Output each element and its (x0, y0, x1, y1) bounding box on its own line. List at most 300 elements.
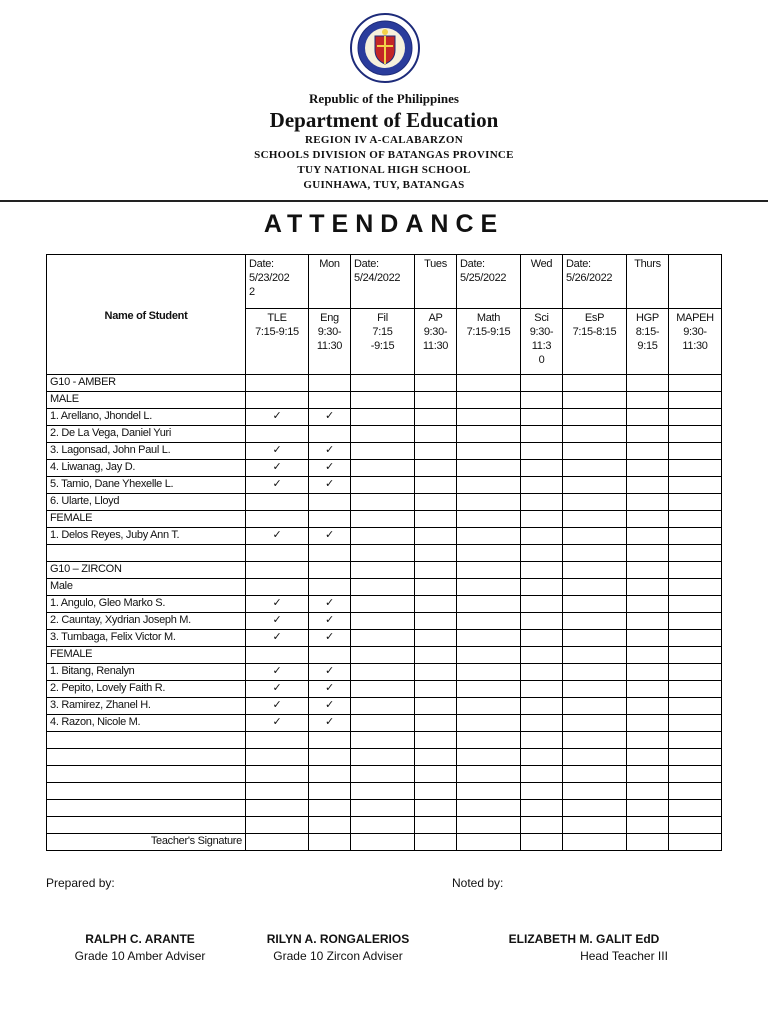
attendance-cell (669, 528, 722, 545)
attendance-cell (627, 392, 669, 409)
attendance-table (46, 254, 722, 851)
attendance-cell (457, 562, 521, 579)
attendance-cell (457, 715, 521, 732)
attendance-cell (351, 409, 415, 426)
signatory-1 (60, 932, 220, 963)
attendance-cell (246, 409, 309, 426)
attendance-cell (521, 562, 563, 579)
attendance-cell (351, 783, 415, 800)
attendance-cell (563, 545, 627, 562)
attendance-cell (627, 783, 669, 800)
attendance-cell (521, 664, 563, 681)
attendance-cell (563, 783, 627, 800)
attendance-cell (415, 579, 457, 596)
attendance-cell (415, 375, 457, 392)
attendance-cell (415, 528, 457, 545)
check-mark-icon: ✓ (325, 444, 334, 456)
day-header-cell: Wed (521, 255, 563, 309)
attendance-cell (563, 647, 627, 664)
attendance-cell (627, 409, 669, 426)
table-row (47, 630, 722, 647)
attendance-cell (669, 732, 722, 749)
header-divider (0, 200, 768, 202)
attendance-cell (563, 732, 627, 749)
student-name-cell: 1. Bitang, Renalyn (47, 664, 246, 681)
student-name-cell (47, 800, 246, 817)
attendance-cell (415, 766, 457, 783)
attendance-cell (351, 613, 415, 630)
attendance-cell (627, 681, 669, 698)
attendance-cell (351, 494, 415, 511)
attendance-cell (563, 681, 627, 698)
student-name-cell: 4. Liwanag, Jay D. (47, 460, 246, 477)
attendance-cell (457, 766, 521, 783)
attendance-cell (415, 698, 457, 715)
attendance-cell (521, 528, 563, 545)
attendance-cell (415, 664, 457, 681)
student-name-cell: 1. Delos Reyes, Juby Ann T. (47, 528, 246, 545)
teacher-signature-label: Teacher's Signature (47, 834, 246, 851)
table-row (47, 749, 722, 766)
signature-cell (309, 834, 351, 851)
attendance-cell (457, 528, 521, 545)
student-name-cell: 2. De La Vega, Daniel Yuri (47, 426, 246, 443)
attendance-cell (669, 562, 722, 579)
republic-text: Republic of the Philippines (309, 91, 459, 106)
attendance-cell (246, 545, 309, 562)
subject-header-cell: MAPEH 9:30- 11:30 (669, 309, 722, 375)
attendance-cell (669, 783, 722, 800)
student-name-cell: 5. Tamio, Dane Yhexelle L. (47, 477, 246, 494)
deped-seal-logo (349, 10, 421, 90)
table-row (47, 732, 722, 749)
noted-by-label: Noted by: (452, 876, 504, 890)
table-row (47, 375, 722, 392)
subject-header-cell: HGP 8:15- 9:15 (627, 309, 669, 375)
attendance-cell (627, 477, 669, 494)
student-name-cell (47, 545, 246, 562)
signature-row (47, 834, 722, 851)
attendance-cell (563, 528, 627, 545)
table-row (47, 477, 722, 494)
attendance-cell (246, 443, 309, 460)
attendance-cell (521, 392, 563, 409)
attendance-cell (563, 579, 627, 596)
attendance-cell (415, 715, 457, 732)
subject-header-cell: Math 7:15-9:15 (457, 309, 521, 375)
check-mark-icon: ✓ (325, 716, 334, 728)
attendance-cell (309, 409, 351, 426)
attendance-cell (246, 494, 309, 511)
attendance-cell (351, 545, 415, 562)
day-header-cell: Date: 5/24/2022 (351, 255, 415, 309)
student-name-cell: 3. Lagonsad, John Paul L. (47, 443, 246, 460)
table-row (47, 545, 722, 562)
attendance-cell (351, 562, 415, 579)
attendance-cell (309, 562, 351, 579)
attendance-cell (627, 698, 669, 715)
subject-header-cell: AP 9:30- 11:30 (415, 309, 457, 375)
subject-header-cell: TLE 7:15-9:15 (246, 309, 309, 375)
attendance-cell (669, 664, 722, 681)
student-name-cell (47, 817, 246, 834)
attendance-cell (521, 698, 563, 715)
attendance-cell (246, 426, 309, 443)
attendance-cell (457, 681, 521, 698)
attendance-cell (457, 817, 521, 834)
student-name-cell: FEMALE (47, 647, 246, 664)
signatory-name: ELIZABETH M. GALIT EdD (508, 932, 660, 946)
attendance-cell (309, 698, 351, 715)
attendance-cell (457, 800, 521, 817)
attendance-cell (351, 460, 415, 477)
attendance-cell (415, 409, 457, 426)
attendance-cell (351, 749, 415, 766)
signatory-name: RILYN A. RONGALERIOS (266, 932, 410, 946)
day-header-cell (669, 255, 722, 309)
attendance-cell (309, 528, 351, 545)
attendance-cell (521, 375, 563, 392)
attendance-cell (309, 477, 351, 494)
attendance-cell (563, 426, 627, 443)
attendance-cell (521, 715, 563, 732)
attendance-cell (457, 664, 521, 681)
check-mark-icon: ✓ (325, 682, 334, 694)
attendance-cell (246, 579, 309, 596)
attendance-cell (415, 647, 457, 664)
attendance-cell (246, 698, 309, 715)
attendance-cell (457, 698, 521, 715)
attendance-cell (415, 783, 457, 800)
attendance-cell (457, 732, 521, 749)
attendance-cell (457, 409, 521, 426)
attendance-cell (563, 817, 627, 834)
day-header-cell: Tues (415, 255, 457, 309)
signature-cell (246, 834, 309, 851)
attendance-cell (563, 477, 627, 494)
attendance-cell (627, 715, 669, 732)
attendance-cell (669, 426, 722, 443)
attendance-cell (627, 562, 669, 579)
attendance-cell (521, 783, 563, 800)
day-header-cell: Date: 5/23/202 2 (246, 255, 309, 309)
signature-cell (351, 834, 415, 851)
attendance-cell (415, 562, 457, 579)
student-name-cell: G10 - AMBER (47, 375, 246, 392)
attendance-cell (246, 511, 309, 528)
attendance-cell (246, 664, 309, 681)
table-row (47, 528, 722, 545)
table-row (47, 579, 722, 596)
table-row (47, 681, 722, 698)
student-name-cell (47, 783, 246, 800)
attendance-cell (415, 749, 457, 766)
check-mark-icon: ✓ (325, 665, 334, 677)
check-mark-icon: ✓ (272, 614, 282, 626)
attendance-cell (627, 511, 669, 528)
attendance-cell (669, 545, 722, 562)
attendance-cell (309, 647, 351, 664)
attendance-cell (521, 460, 563, 477)
check-mark-icon: ✓ (325, 461, 334, 473)
attendance-cell (627, 545, 669, 562)
signature-cell (521, 834, 563, 851)
attendance-cell (309, 426, 351, 443)
table-row (47, 443, 722, 460)
attendance-cell (246, 630, 309, 647)
attendance-cell (309, 511, 351, 528)
check-mark-icon: ✓ (325, 614, 334, 626)
attendance-cell (669, 749, 722, 766)
student-name-cell: Male (47, 579, 246, 596)
attendance-cell (351, 800, 415, 817)
attendance-cell (521, 817, 563, 834)
attendance-cell (415, 477, 457, 494)
attendance-cell (351, 647, 415, 664)
attendance-cell (351, 511, 415, 528)
attendance-cell (309, 579, 351, 596)
attendance-cell (627, 732, 669, 749)
attendance-cell (246, 613, 309, 630)
attendance-cell (521, 494, 563, 511)
table-row (47, 800, 722, 817)
check-mark-icon: ✓ (325, 478, 334, 490)
attendance-cell (669, 647, 722, 664)
attendance-cell (351, 596, 415, 613)
student-name-cell: FEMALE (47, 511, 246, 528)
department-title: Department of Education (269, 108, 499, 132)
check-mark-icon: ✓ (272, 529, 282, 541)
attendance-cell (457, 579, 521, 596)
attendance-cell (457, 630, 521, 647)
attendance-cell (457, 613, 521, 630)
name-header: Name of Student (47, 255, 246, 375)
table-row (47, 596, 722, 613)
attendance-cell (457, 511, 521, 528)
attendance-cell (309, 613, 351, 630)
day-header-cell: Thurs (627, 255, 669, 309)
table-row (47, 511, 722, 528)
attendance-cell (563, 800, 627, 817)
check-mark-icon: ✓ (272, 597, 282, 609)
attendance-cell (563, 749, 627, 766)
signatory-role: Grade 10 Zircon Adviser (273, 949, 403, 963)
signature-cell (563, 834, 627, 851)
attendance-cell (627, 579, 669, 596)
signature-cell (669, 834, 722, 851)
attendance-cell (563, 613, 627, 630)
attendance-cell (627, 426, 669, 443)
attendance-cell (563, 511, 627, 528)
attendance-cell (563, 562, 627, 579)
table-header-row-days (47, 255, 722, 309)
attendance-cell (627, 443, 669, 460)
check-mark-icon: ✓ (272, 461, 282, 473)
attendance-cell (457, 596, 521, 613)
attendance-cell (563, 460, 627, 477)
check-mark-icon: ✓ (325, 631, 334, 643)
attendance-cell (415, 732, 457, 749)
attendance-cell (669, 460, 722, 477)
check-mark-icon: ✓ (325, 410, 334, 422)
attendance-cell (627, 596, 669, 613)
check-mark-icon: ✓ (272, 478, 282, 490)
attendance-cell (563, 698, 627, 715)
attendance-cell (351, 766, 415, 783)
table-row (47, 783, 722, 800)
check-mark-icon: ✓ (272, 631, 282, 643)
attendance-cell (521, 579, 563, 596)
attendance-cell (415, 426, 457, 443)
attendance-cell (309, 460, 351, 477)
division-text: SCHOOLS DIVISION OF BATANGAS PROVINCE (254, 149, 514, 161)
attendance-cell (457, 477, 521, 494)
attendance-cell (563, 630, 627, 647)
table-row (47, 664, 722, 681)
attendance-cell (246, 392, 309, 409)
attendance-cell (457, 443, 521, 460)
attendance-cell (627, 528, 669, 545)
signatory-3 (484, 932, 684, 963)
attendance-cell (309, 749, 351, 766)
attendance-cell (627, 613, 669, 630)
attendance-cell (521, 681, 563, 698)
attendance-cell (246, 715, 309, 732)
attendance-cell (457, 647, 521, 664)
attendance-cell (669, 579, 722, 596)
attendance-cell (521, 409, 563, 426)
attendance-cell (415, 681, 457, 698)
attendance-cell (669, 494, 722, 511)
attendance-cell (563, 375, 627, 392)
signatory-name: RALPH C. ARANTE (85, 932, 195, 946)
attendance-cell (669, 698, 722, 715)
attendance-cell (521, 766, 563, 783)
attendance-cell (415, 443, 457, 460)
attendance-cell (457, 494, 521, 511)
attendance-cell (246, 783, 309, 800)
attendance-cell (246, 528, 309, 545)
attendance-cell (246, 800, 309, 817)
table-row (47, 426, 722, 443)
attendance-cell (309, 817, 351, 834)
school-name: TUY NATIONAL HIGH SCHOOL (297, 164, 471, 176)
subject-header-cell: Eng 9:30- 11:30 (309, 309, 351, 375)
attendance-cell (351, 477, 415, 494)
attendance-cell (246, 749, 309, 766)
attendance-cell (351, 715, 415, 732)
student-name-cell: MALE (47, 392, 246, 409)
attendance-cell (669, 817, 722, 834)
attendance-cell (521, 426, 563, 443)
attendance-cell (415, 460, 457, 477)
attendance-cell (521, 732, 563, 749)
attendance-cell (457, 392, 521, 409)
attendance-cell (351, 375, 415, 392)
attendance-cell (457, 545, 521, 562)
attendance-cell (246, 477, 309, 494)
signature-cell (415, 834, 457, 851)
attendance-cell (246, 375, 309, 392)
attendance-cell (521, 647, 563, 664)
table-row (47, 817, 722, 834)
attendance-cell (521, 749, 563, 766)
check-mark-icon: ✓ (272, 410, 282, 422)
attendance-cell (309, 596, 351, 613)
table-row (47, 766, 722, 783)
region-text: REGION IV A-CALABARZON (305, 134, 463, 146)
attendance-cell (627, 460, 669, 477)
attendance-cell (309, 664, 351, 681)
attendance-cell (457, 749, 521, 766)
attendance-cell (415, 596, 457, 613)
signature-cell (627, 834, 669, 851)
attendance-cell (351, 664, 415, 681)
page-title: ATTENDANCE (263, 210, 505, 238)
signatory-2 (258, 932, 418, 963)
signatory-role: Grade 10 Amber Adviser (74, 949, 206, 963)
table-row (47, 647, 722, 664)
attendance-cell (457, 375, 521, 392)
attendance-cell (669, 392, 722, 409)
table-row (47, 494, 722, 511)
attendance-cell (669, 477, 722, 494)
attendance-cell (627, 647, 669, 664)
check-mark-icon: ✓ (325, 699, 334, 711)
attendance-cell (669, 511, 722, 528)
attendance-cell (627, 664, 669, 681)
check-mark-icon: ✓ (325, 529, 334, 541)
attendance-cell (246, 562, 309, 579)
attendance-cell (521, 443, 563, 460)
attendance-cell (351, 732, 415, 749)
attendance-cell (521, 630, 563, 647)
attendance-cell (669, 375, 722, 392)
attendance-cell (309, 715, 351, 732)
prepared-by-label: Prepared by: (46, 876, 115, 890)
table-row (47, 715, 722, 732)
attendance-cell (309, 766, 351, 783)
day-header-cell: Date: 5/25/2022 (457, 255, 521, 309)
attendance-cell (457, 783, 521, 800)
attendance-cell (627, 800, 669, 817)
attendance-cell (246, 766, 309, 783)
attendance-cell (669, 613, 722, 630)
attendance-cell (627, 375, 669, 392)
attendance-cell (415, 613, 457, 630)
check-mark-icon: ✓ (272, 444, 282, 456)
attendance-cell (351, 630, 415, 647)
attendance-cell (309, 630, 351, 647)
attendance-cell (521, 477, 563, 494)
student-name-cell: 2. Pepito, Lovely Faith R. (47, 681, 246, 698)
attendance-cell (521, 613, 563, 630)
signatory-role: Head Teacher III (580, 949, 668, 963)
attendance-cell (351, 392, 415, 409)
attendance-cell (415, 494, 457, 511)
attendance-cell (415, 511, 457, 528)
attendance-cell (563, 766, 627, 783)
attendance-cell (563, 664, 627, 681)
attendance-cell (563, 392, 627, 409)
check-mark-icon: ✓ (272, 716, 282, 728)
check-mark-icon: ✓ (272, 699, 282, 711)
attendance-cell (351, 698, 415, 715)
attendance-cell (309, 783, 351, 800)
student-name-cell: 3. Ramirez, Zhanel H. (47, 698, 246, 715)
attendance-cell (351, 817, 415, 834)
attendance-cell (563, 596, 627, 613)
